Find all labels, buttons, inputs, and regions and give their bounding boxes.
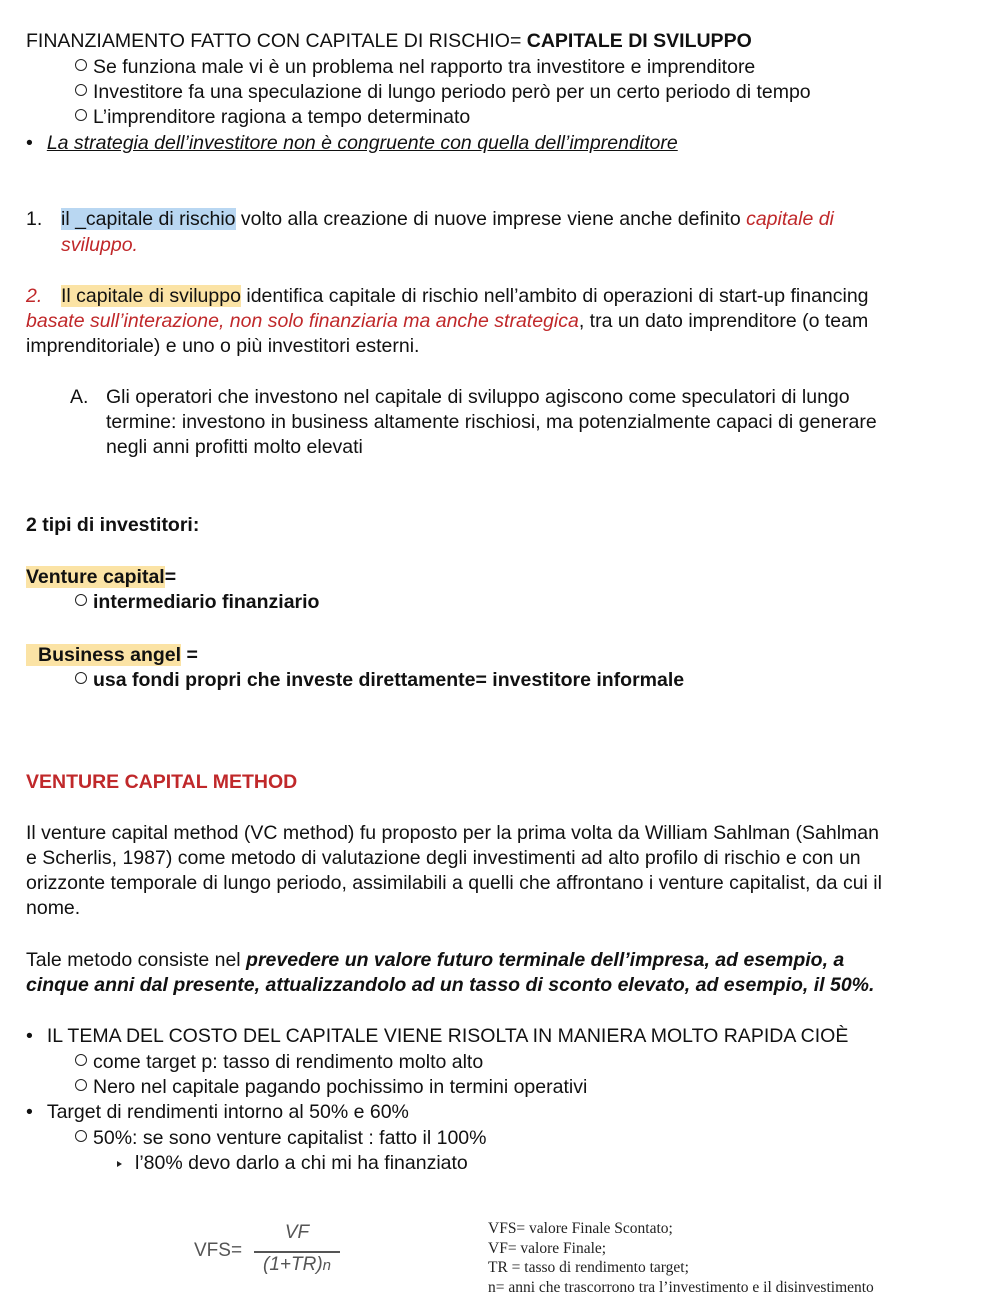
paragraph-line: e Scherlis, 1987) come metodo di valutazione degli investimenti ad alto profilo di rischio e con un	[26, 847, 861, 869]
section-title: FINANZIAMENTO FATTO CON CAPITALE DI RISCHIO= CAPITALE DI SVILUPPO	[26, 30, 752, 52]
formula-numerator: VF	[284, 1222, 310, 1243]
formula-legend-line: VF= valore Finale;	[488, 1240, 607, 1257]
paragraph-line: Il venture capital method (VC method) fu proposto per la prima volta da William Sahlman (Sahlman	[26, 822, 879, 844]
numbered-item-1-cont: sviluppo.	[61, 234, 138, 256]
formula-legend-line: n= anni che trascorrono tra l’investimento e il disinvestimento	[488, 1279, 874, 1296]
list-item: l’80% devo darlo a chi mi ha finanziato	[117, 1151, 468, 1176]
list-item: Investitore fa una speculazione di lungo periodo però per un certo periodo di tempo	[75, 80, 811, 105]
lettered-item-a-cont: negli anni profitti molto elevati	[106, 436, 363, 458]
formula-lhs: VFS=	[194, 1240, 243, 1261]
circle-bullet-icon	[75, 1130, 87, 1142]
fraction-bar	[254, 1251, 340, 1253]
paragraph-line: cinque anni dal presente, attualizzandolo ad un tasso di sconto elevato, ad esempio, il 50%.	[26, 974, 875, 996]
formula-legend-line: VFS= valore Finale Scontato;	[488, 1220, 673, 1237]
list-item: L’imprenditore ragiona a tempo determinato	[75, 105, 470, 130]
list-item: Se funziona male vi è un problema nel rapporto tra investitore e imprenditore	[75, 55, 755, 80]
highlight-text: Il capitale di sviluppo	[61, 285, 241, 307]
list-item: 50%: se sono venture capitalist : fatto il 100%	[75, 1126, 486, 1151]
formula-denominator: (1+TR)n	[263, 1254, 331, 1275]
numbered-item-1: 1. il _capitale di rischio volto alla creazione di nuove imprese viene anche definito capitale di	[26, 208, 834, 230]
numbered-item-2: 2. Il capitale di sviluppo identifica capitale di rischio nell’ambito di operazioni di start-up financing	[26, 285, 869, 307]
bullet-note: • La strategia dell’investitore non è congruente con quella dell’imprenditore	[26, 132, 678, 154]
bullet-item: • IL TEMA DEL COSTO DEL CAPITALE VIENE RISOLTA IN MANIERA MOLTO RAPIDA CIOÈ	[26, 1025, 849, 1047]
circle-bullet-icon	[75, 109, 87, 121]
circle-bullet-icon	[75, 1079, 87, 1091]
circle-bullet-icon	[75, 59, 87, 71]
list-item: come target p: tasso di rendimento molto alto	[75, 1050, 483, 1075]
dot-bullet-icon: •	[26, 1101, 33, 1123]
numbered-item-2-cont: imprenditoriale) e uno o più investitori esterni.	[26, 335, 420, 357]
dot-bullet-icon: •	[26, 132, 33, 154]
business-angel-label: Business angel =	[26, 643, 198, 668]
vc-method-heading: VENTURE CAPITAL METHOD	[26, 771, 298, 793]
paragraph-line: Tale metodo consiste nel prevedere un valore futuro terminale dell’impresa, ad esempio, a	[26, 949, 845, 971]
dot-bullet-icon: •	[26, 1025, 33, 1047]
list-item: intermediario finanziario	[75, 590, 319, 615]
circle-bullet-icon	[75, 594, 87, 606]
triangle-bullet-icon	[117, 1161, 122, 1167]
numbered-item-2-cont: basate sull’interazione, non solo finanziaria ma anche strategica, tra un dato imprenditore (o team	[26, 310, 869, 332]
circle-bullet-icon	[75, 84, 87, 96]
lettered-item-a-cont: termine: investono in business altamente rischiosi, ma potenzialmente capaci di generare	[106, 411, 877, 433]
circle-bullet-icon	[75, 1054, 87, 1066]
lettered-item-a: A. Gli operatori che investono nel capitale di sviluppo agiscono come speculatori di lungo	[70, 386, 850, 408]
paragraph-line: nome.	[26, 897, 81, 919]
bullet-item: • Target di rendimenti intorno al 50% e 60%	[26, 1101, 409, 1123]
venture-capital-label: Venture capital=	[26, 566, 177, 588]
formula-legend-line: TR = tasso di rendimento target;	[488, 1259, 689, 1276]
highlight-text: il _capitale di rischio	[61, 208, 236, 230]
circle-bullet-icon	[75, 672, 87, 684]
investors-heading: 2 tipi di investitori:	[26, 514, 200, 536]
paragraph-line: orizzonte temporale di lungo periodo, assimilabili a quelli che affrontano i venture capitalist, da cui il	[26, 872, 882, 894]
list-item: usa fondi propri che investe direttamente= investitore informale	[75, 668, 684, 693]
section-title-bold: CAPITALE DI SVILUPPO	[526, 30, 752, 52]
list-item: Nero nel capitale pagando pochissimo in termini operativi	[75, 1075, 587, 1100]
